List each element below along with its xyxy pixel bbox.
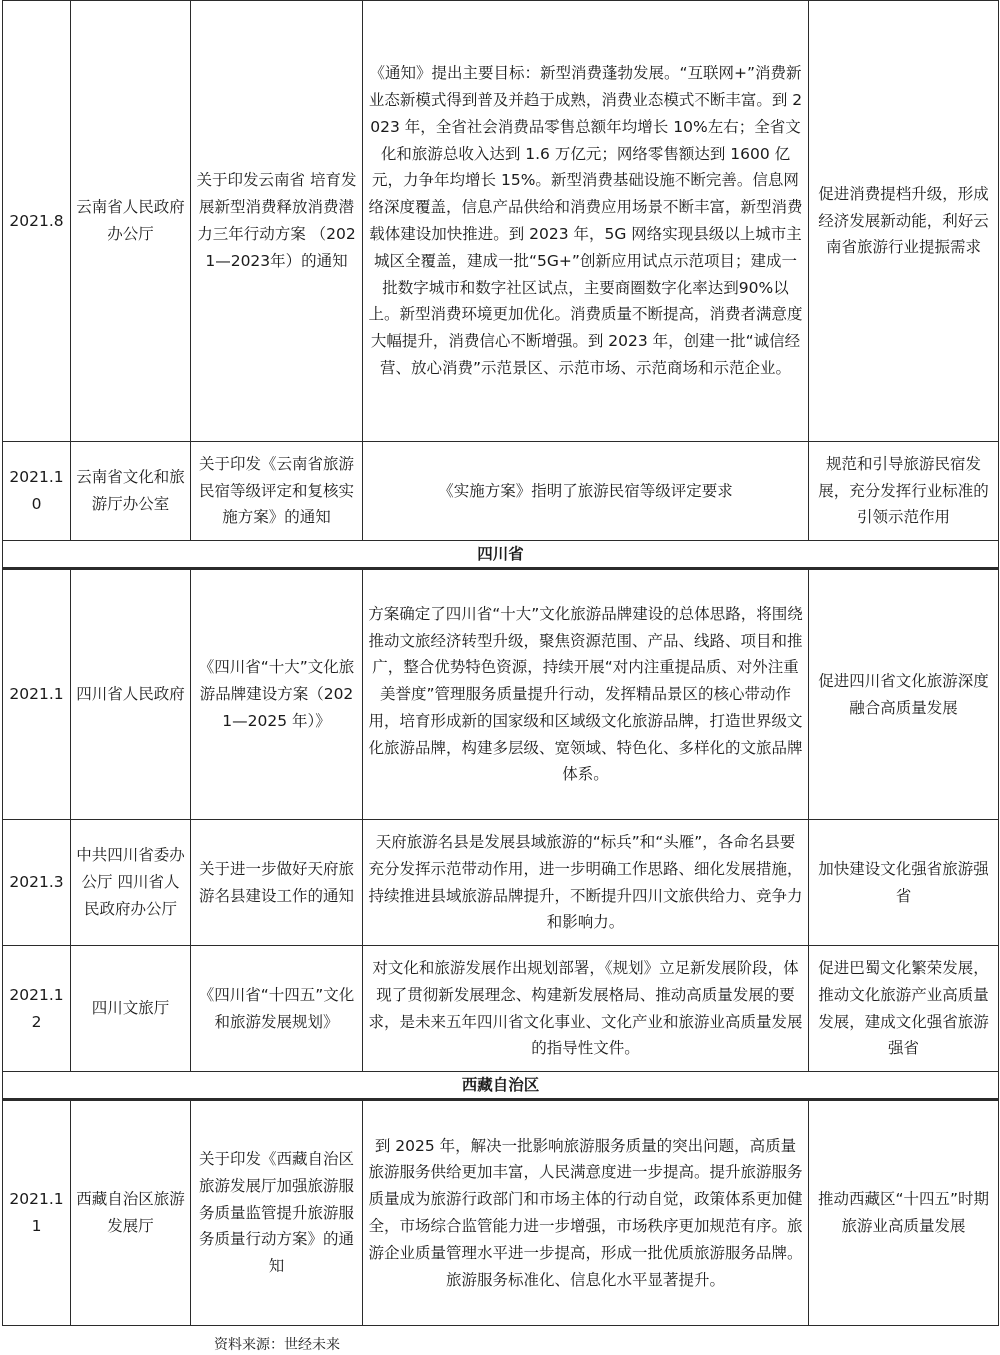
section-header-row [3, 1072, 999, 1100]
section-title-xizang: 西藏自治区 [3, 1072, 999, 1100]
document-title-cell: 关于印发云南省 培育发展新型消费释放消费潜力三年行动方案 （2021—2023年）的通知 [191, 1, 363, 442]
content-cell: 到 2025 年，解决一批影响旅游服务质量的突出问题，高质量旅游服务供给更加丰富，人民满意度进一步提高。提升旅游服务质量成为旅游行政部门和市场主体的行动自觉，政策体系更加健全，市场综合监管能力进一步增强，市场秩序更加规范有序。旅游企业质量管理水平进一步提高，形成一批优质旅游服务品牌。旅游服务标准化、信息化水平显著提升。 [363, 1100, 809, 1326]
impact-cell: 促进四川省文化旅游深度融合高质量发展 [809, 569, 999, 820]
table-row [3, 442, 999, 541]
document-title-cell: 关于进一步做好天府旅游名县建设工作的通知 [191, 820, 363, 946]
date-cell: 2021.1 [3, 569, 71, 820]
document-title-cell: 《四川省“十四五”文化和旅游发展规划》 [191, 946, 363, 1072]
document-title-cell: 关于印发《西藏自治区旅游发展厅加强旅游服务质量监管提升旅游服务质量行动方案》的通知 [191, 1100, 363, 1326]
issuer-cell: 四川省人民政府 [71, 569, 191, 820]
impact-cell: 加快建设文化强省旅游强省 [809, 820, 999, 946]
table-row [3, 820, 999, 946]
date-cell: 2021.11 [3, 1100, 71, 1326]
section-header-row [3, 541, 999, 569]
source-note: 资料来源：世经未来 [214, 1337, 340, 1353]
content-cell: 对文化和旅游发展作出规划部署，《规划》立足新发展阶段，体现了贯彻新发展理念、构建新发展格局、推动高质量发展的要求，是未来五年四川省文化事业、文化产业和旅游业高质量发展的指导性文件。 [363, 946, 809, 1072]
issuer-cell: 云南省文化和旅游厅办公室 [71, 442, 191, 541]
section-title-sichuan: 四川省 [3, 541, 999, 569]
content-cell: 天府旅游名县是发展县域旅游的“标兵”和“头雁”，各命名县要充分发挥示范带动作用，进一步明确工作思路、细化发展措施，持续推进县域旅游品牌提升，不断提升四川文旅供给力、竞争力和影响力。 [363, 820, 809, 946]
issuer-cell: 云南省人民政府办公厅 [71, 1, 191, 442]
document-title-cell: 关于印发《云南省旅游民宿等级评定和复核实施方案》的通知 [191, 442, 363, 541]
date-cell: 2021.8 [3, 1, 71, 442]
content-cell: 《实施方案》指明了旅游民宿等级评定要求 [363, 442, 809, 541]
document-title-cell: 《四川省“十大”文化旅游品牌建设方案（2021—2025 年）》 [191, 569, 363, 820]
issuer-cell: 中共四川省委办公厅 四川省人民政府办公厅 [71, 820, 191, 946]
issuer-cell: 四川文旅厅 [71, 946, 191, 1072]
content-cell: 方案确定了四川省“十大”文化旅游品牌建设的总体思路，将围绕推动文旅经济转型升级，聚焦资源范围、产品、线路、项目和推广，整合优势特色资源，持续开展“对内注重提品质、对外注重美誉度”管理服务质量提升行动，发挥精品景区的核心带动作用，培育形成新的国家级和区域级文化旅游品牌，打造世界级文化旅游品牌，构建多层级、宽领域、特色化、多样化的文旅品牌体系。 [363, 569, 809, 820]
impact-cell: 促进消费提档升级，形成经济发展新动能，利好云南省旅游行业提振需求 [809, 1, 999, 442]
table-row [3, 569, 999, 820]
date-cell: 2021.3 [3, 820, 71, 946]
impact-cell: 促进巴蜀文化繁荣发展，推动文化旅游产业高质量发展，建成文化强省旅游强省 [809, 946, 999, 1072]
issuer-cell: 西藏自治区旅游发展厅 [71, 1100, 191, 1326]
table-row [3, 946, 999, 1072]
content-cell: 《通知》提出主要目标：新型消费蓬勃发展。“互联网+”消费新业态新模式得到普及并趋于成熟，消费业态模式不断丰富。到 2023 年，全省社会消费品零售总额年均增长 10%左右；全省文化和旅游总收入达到 1.6 万亿元；网络零售额达到 1600 亿元，力争年均增长 15%。新型消费基础设施不断完善。信息网络深度覆盖，信息产品供给和消费应用场景不断丰富，新型消费载体建设加快推进。到 2023 年，5G 网络实现县级以上城市主城区全覆盖，建成一批“5G+”创新应用试点示范项目；建成一批数字城市和数字社区试点，主要商圈数字化率达到90%以上。新型消费环境更加优化。消费质量不断提高，消费者满意度大幅提升，消费信心不断增强。到 2023 年，创建一批“诚信经营、放心消费”示范景区、示范市场、示范商场和示范企业。 [363, 1, 809, 442]
date-cell: 2021.10 [3, 442, 71, 541]
impact-cell: 推动西藏区“十四五”时期旅游业高质量发展 [809, 1100, 999, 1326]
policy-table [2, 0, 999, 1326]
table-row [3, 1, 999, 442]
table-row [3, 1100, 999, 1326]
impact-cell: 规范和引导旅游民宿发展，充分发挥行业标准的引领示范作用 [809, 442, 999, 541]
date-cell: 2021.12 [3, 946, 71, 1072]
